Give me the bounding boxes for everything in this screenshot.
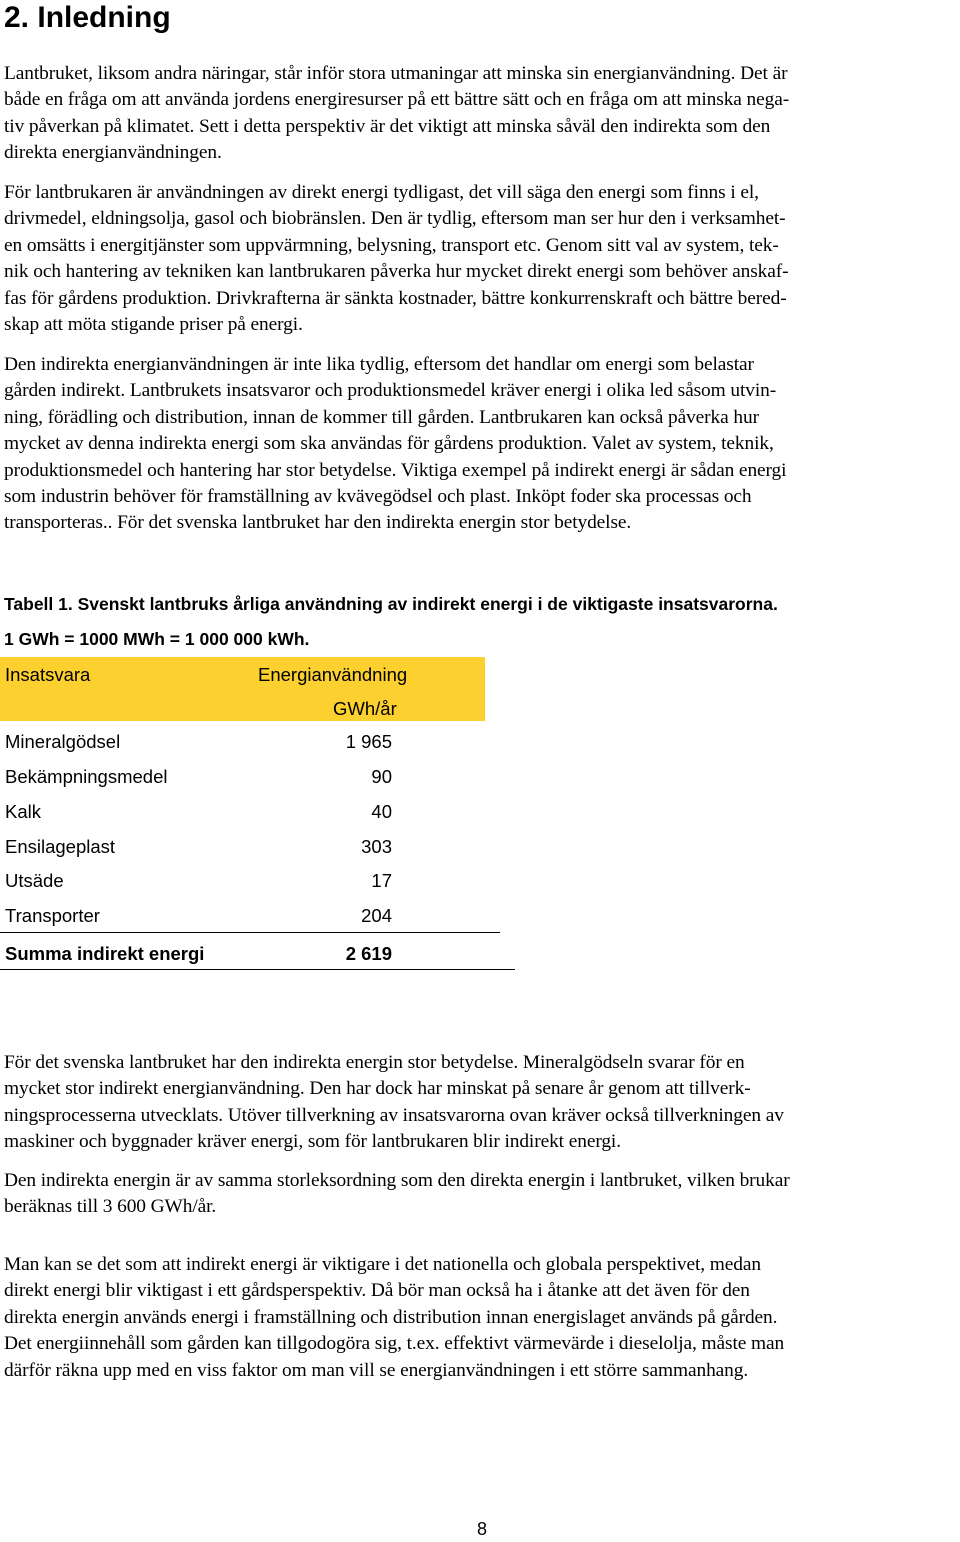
table-row	[0, 899, 500, 933]
row-name: Transporter	[5, 905, 100, 926]
table-header	[0, 657, 485, 721]
text-line: Den indirekta energin är av samma storleksordning som den direkta energin i lantbruket, vilken brukar	[4, 1170, 790, 1191]
table-row	[0, 864, 500, 898]
row-name: Utsäde	[5, 870, 64, 891]
row-name: Kalk	[5, 801, 41, 822]
text-line: produktionsmedel och hantering har stor betydelse. Viktiga exempel på indirekt energi är sådan energi	[4, 459, 787, 481]
table-bottom-rule	[0, 969, 515, 970]
table-total-row	[0, 937, 500, 971]
paragraph-outro-1	[4, 1050, 960, 1156]
text-line: Man kan se det som att indirekt energi är viktigare i det nationella och globala perspektivet, medan	[4, 1254, 761, 1275]
row-value: 204	[361, 905, 392, 926]
text-line: både en fråga om att använda jordens energiresurser på ett bättre sätt och en fråga om att minska nega-	[4, 89, 790, 111]
text-line: mycket stor indirekt energianvändning. Den har dock har minskat på senare år genom att tillverk-	[4, 1078, 751, 1100]
text-line: För lantbrukaren är användningen av direkt energi tydligast, det vill säga den energi som finns i el,	[4, 182, 759, 203]
paragraph-outro-2	[4, 1168, 960, 1221]
text-line: som industrin behöver för framställning av kvävegödsel och plast. Inköpt foder ska processas och	[4, 486, 752, 508]
text-line: transporteras.. För det svenska lantbruket har den indirekta energin stor betydelse.	[4, 512, 632, 534]
table-row	[0, 760, 500, 794]
text-line: drivmedel, eldningsolja, gasol och biobränslen. Den är tydlig, eftersom man ser hur den i verksamhet-	[4, 208, 786, 230]
text-line: beräknas till 3 600 GWh/år.	[4, 1196, 217, 1218]
text-line: skap att möta stigande priser på energi.	[4, 314, 303, 336]
paragraph-intro-3	[4, 352, 960, 537]
text-line: maskiner och byggnader kräver energi, som för lantbrukaren blir indirekt energi.	[4, 1131, 621, 1153]
row-name: Mineralgödsel	[5, 731, 121, 752]
row-name: Bekämpningsmedel	[5, 766, 168, 787]
text-line: gården indirekt. Lantbrukets insatsvaror och produktionsmedel kräver energi i olika led såsom utvin-	[4, 380, 777, 402]
text-line: direkta energin används energi i framställning och distribution innan energislaget används på gården.	[4, 1306, 778, 1328]
text-line: För det svenska lantbruket har den indirekta energin stor betydelse. Mineralgödseln svarar för en	[4, 1052, 745, 1073]
text-line: därför räkna upp med en viss faktor om man vill se energianvändningen i ett större sammanhang.	[4, 1359, 749, 1381]
row-value: 40	[371, 801, 392, 822]
text-line: direkta energianvändningen.	[4, 142, 222, 164]
text-line: ning, förädling och distribution, innan de kommer till gården. Lantbrukaren kan också påverka hur	[4, 406, 759, 428]
text-line: Det energiinnehåll som gården kan tillgodogöra sig, t.ex. effektivt värmevärde i dieselolja, måste man	[4, 1333, 785, 1355]
table-row	[0, 725, 500, 759]
row-value: 303	[361, 836, 392, 857]
paragraph-intro-2	[4, 180, 960, 338]
table-row	[0, 795, 500, 829]
header-unit: GWh/år	[333, 698, 397, 719]
header-energianvandning: Energianvändning	[258, 664, 408, 685]
paragraph-intro-1	[4, 61, 960, 167]
page-number: 8	[476, 1519, 487, 1539]
text-line: en omsätts i energitjänster som uppvärmning, belysning, transport etc. Genom sitt val av system, tek-	[4, 234, 779, 256]
text-line: fas för gårdens produktion. Drivkrafterna är sänkta kostnader, bättre konkurrenskraft och bättre bered-	[4, 287, 787, 309]
text-line: Lantbruket, liksom andra näringar, står inför stora utmaningar att minska sin energianvändning. Det är	[4, 63, 788, 84]
text-line: mycket av denna indirekta energi som ska användas för gårdens produktion. Valet av system, teknik,	[4, 433, 774, 455]
paragraph-outro-3	[4, 1252, 960, 1384]
row-value: 90	[371, 766, 392, 787]
text-line: direkt energi blir viktigast i ett gårdsperspektiv. Då bör man också ha i åtanke att det även för den	[4, 1280, 750, 1302]
text-line: tiv påverkan på klimatet. Sett i detta perspektiv är det viktigt att minska såväl den indirekta som den	[4, 115, 771, 137]
table-row	[0, 830, 500, 864]
total-value: 2 619	[345, 943, 392, 964]
row-value: 1 965	[345, 731, 392, 752]
table-rule	[0, 932, 500, 933]
text-line: nik och hantering av tekniken kan lantbrukaren påverka hur mycket direkt energi som behöver anskaf-	[4, 261, 789, 283]
row-value: 17	[371, 870, 392, 891]
section-heading: 2. Inledning	[4, 1, 171, 34]
row-name: Ensilageplast	[5, 836, 116, 857]
text-line: Den indirekta energianvändningen är inte lika tydlig, eftersom det handlar om energi som belastar	[4, 354, 754, 375]
text-line: ningsprocesserna utvecklats. Utöver tillverkning av insatsvarorna ovan kräver också tillverkningen av	[4, 1104, 784, 1126]
table-caption-units: 1 GWh = 1000 MWh = 1 000 000 kWh.	[4, 629, 310, 649]
table-caption: Tabell 1. Svenskt lantbruks årliga användning av indirekt energi i de viktigaste insatsvarorna.	[4, 594, 778, 614]
total-name: Summa indirekt energi	[5, 943, 205, 964]
header-insatsvara: Insatsvara	[5, 664, 91, 685]
